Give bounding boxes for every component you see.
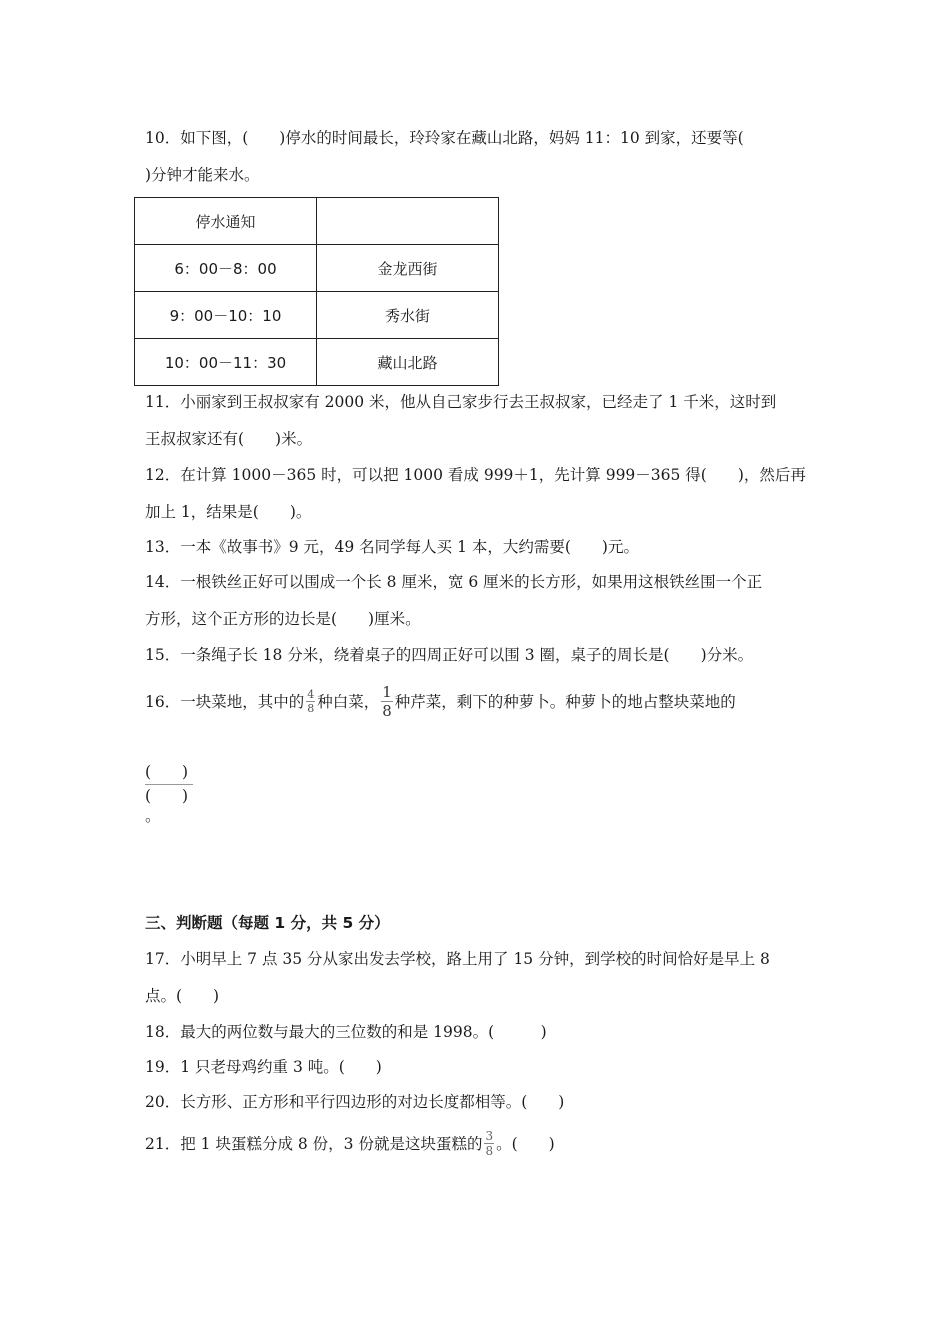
q15: 15．一条绳子长 18 分米，绕着桌子的四周正好可以围 3 圈，桌子的周长是( )分米。 xyxy=(145,646,754,664)
q21-part2: 。( ) xyxy=(496,1135,555,1153)
fraction-denominator: 8 xyxy=(485,1143,494,1158)
fraction-denominator: 8 xyxy=(307,701,315,715)
water-stop-notice-table xyxy=(134,197,499,386)
fraction-three-eighths xyxy=(484,1129,494,1158)
q18: 18．最大的两位数与最大的三位数的和是 1998。( ) xyxy=(145,1023,547,1041)
q16-answer-fraction-blank[interactable] xyxy=(145,762,195,826)
table-row xyxy=(135,245,499,292)
table-cell: 9：00－10：10 xyxy=(135,292,317,339)
q12-line2: 加上 1，结果是( )。 xyxy=(145,503,312,521)
fraction-numerator: 4 xyxy=(307,687,315,701)
fraction-denominator: 8 xyxy=(382,701,392,720)
q10-line1: 10．如下图，( )停水的时间最长，玲玲家在藏山北路，妈妈 11：10 到家，还要等( xyxy=(145,129,744,147)
q16-answer-tail: 。 xyxy=(145,807,161,825)
q16-part2: 种白菜， xyxy=(317,693,380,711)
q16-part1: 16．一块菜地，其中的 xyxy=(145,693,305,711)
q21 xyxy=(145,1126,555,1162)
q10-line2: )分钟才能来水。 xyxy=(145,166,260,184)
table-cell: 6：00－8：00 xyxy=(135,245,317,292)
q17-line2: 点。( ) xyxy=(145,987,220,1005)
q19: 19．1 只老母鸡约重 3 吨。( ) xyxy=(145,1058,382,1076)
fraction-denominator-blank[interactable]: ( ) xyxy=(145,787,189,805)
fraction-numerator: 3 xyxy=(485,1128,494,1143)
q17-line1: 17．小明早上 7 点 35 分从家出发去学校，路上用了 15 分钟，到学校的时间恰好是早上 8 xyxy=(145,950,770,968)
fraction-four-eighths xyxy=(306,688,315,715)
table-row xyxy=(135,198,499,245)
q21-part1: 21．把 1 块蛋糕分成 8 份，3 份就是这块蛋糕的 xyxy=(145,1135,483,1153)
table-cell: 秀水街 xyxy=(317,292,499,339)
table-row xyxy=(135,339,499,386)
q16-part3: 种芹菜，剩下的种萝卜。种萝卜的地占整块菜地的 xyxy=(394,693,736,711)
q20: 20．长方形、正方形和平行四边形的对边长度都相等。( ) xyxy=(145,1093,565,1111)
q12-line1: 12．在计算 1000－365 时，可以把 1000 看成 999＋1，先计算 999－365 得( )，然后再 xyxy=(145,466,806,484)
table-cell xyxy=(317,198,499,245)
fraction-numerator-blank[interactable]: ( ) xyxy=(145,763,189,781)
q13: 13．一本《故事书》9 元，49 名同学每人买 1 本，大约需要( )元。 xyxy=(145,538,639,556)
q14-line1: 14．一根铁丝正好可以围成一个长 8 厘米，宽 6 厘米的长方形，如果用这根铁丝围一个正 xyxy=(145,573,763,591)
section-title-judgment: 三、判断题（每题 1 分，共 5 分） xyxy=(145,914,390,932)
q14-line2: 方形，这个正方形的边长是( )厘米。 xyxy=(145,610,421,628)
table-cell: 10：00－11：30 xyxy=(135,339,317,386)
table-row xyxy=(135,292,499,339)
q16 xyxy=(145,682,736,722)
q11-line1: 11．小丽家到王叔叔家有 2000 米，他从自己家步行去王叔叔家，已经走了 1 千米，这时到 xyxy=(145,393,777,411)
table-cell: 停水通知 xyxy=(135,198,317,245)
fraction-numerator: 1 xyxy=(382,682,392,701)
q11-line2: 王叔叔家还有( )米。 xyxy=(145,430,313,448)
table-cell: 藏山北路 xyxy=(317,339,499,386)
fraction-one-eighth xyxy=(381,683,393,720)
table-cell: 金龙西街 xyxy=(317,245,499,292)
